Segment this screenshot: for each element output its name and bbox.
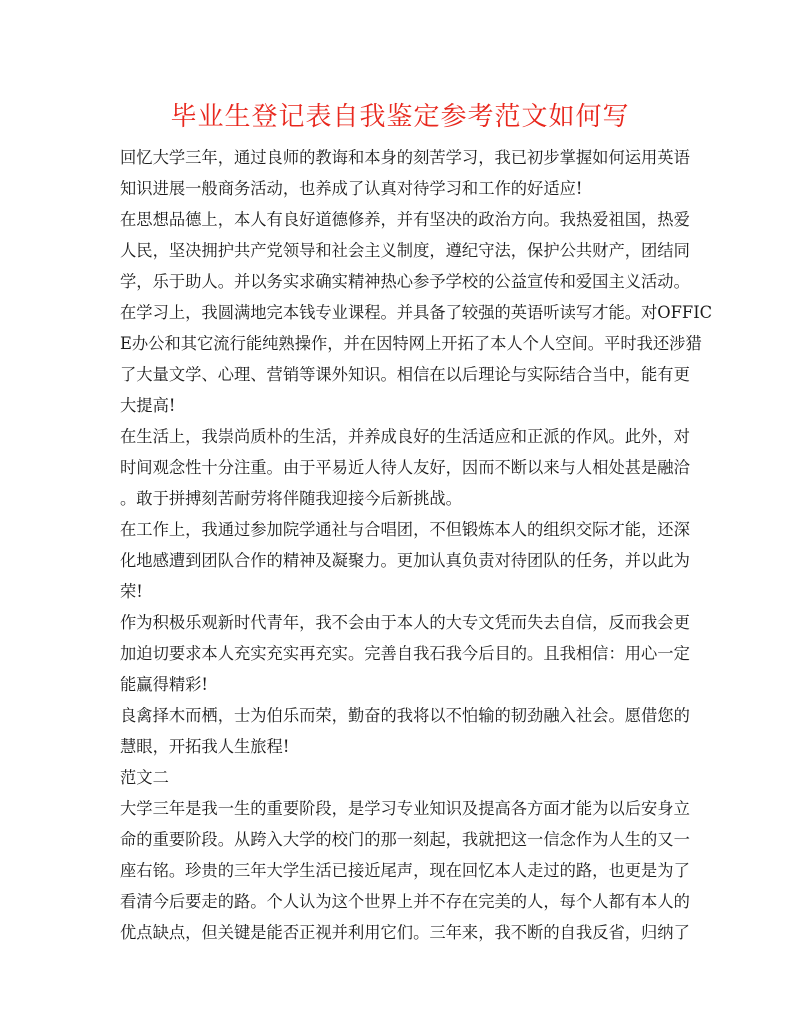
- text-line: 在生活上，我崇尚质朴的生活，并养成良好的生活适应和正派的作风。此外，对: [120, 427, 690, 446]
- document-title: 毕业生登记表自我鉴定参考范文如何写: [170, 102, 630, 132]
- text-line: 在思想品德上，本人有良好道德修养，并有坚决的政治方向。我热爱祖国，热爱: [120, 210, 690, 229]
- text-line: 人民，坚决拥护共产党领导和社会主义制度，遵纪守法，保护公共财产，团结同: [120, 241, 690, 260]
- document-body: [120, 142, 713, 948]
- text-line: 慧眼，开拓我人生旅程!: [120, 737, 290, 756]
- text-line: 回忆大学三年，通过良师的教诲和本身的刻苦学习，我已初步掌握如何运用英语: [120, 148, 690, 167]
- text-line: 化地感遭到团队合作的精神及凝聚力。更加认真负责对待团队的任务，并以此为: [120, 551, 690, 570]
- text-line: 大提高!: [120, 396, 176, 415]
- text-line: 作为积极乐观新时代青年，我不会由于本人的大专文凭而失去自信，反而我会更: [120, 613, 690, 632]
- text-line: 学，乐于助人。并以务实求确实精神热心参予学校的公益宣传和爱国主义活动。: [120, 272, 690, 291]
- text-line: 良禽择木而栖，士为伯乐而荣，勤奋的我将以不怕输的韧劲融入社会。愿借您的: [120, 706, 690, 725]
- text-line: 在学习上，我圆满地完本钱专业课程。并具备了较强的英语听读写才能。对OFFIC: [120, 303, 713, 322]
- text-line: E办公和其它流行能纯熟操作，并在因特网上开拓了本人个人空间。平时我还涉猎: [120, 334, 702, 353]
- text-line: 大学三年是我一生的重要阶段，是学习专业知识及提高各方面才能为以后安身立: [120, 799, 690, 818]
- text-line: 命的重要阶段。从跨入大学的校门的那一刻起，我就把这一信念作为人生的又一: [120, 830, 690, 849]
- text-line: 时间观念性十分注重。由于平易近人待人友好，因而不断以来与人相处甚是融洽: [120, 458, 690, 477]
- text-line: 能赢得精彩!: [120, 675, 208, 694]
- text-line: 了大量文学、心理、营销等课外知识。相信在以后理论与实际结合当中，能有更: [120, 365, 690, 384]
- text-line: 看清今后要走的路。个人认为这个世界上并不存在完美的人，每个人都有本人的: [120, 892, 690, 911]
- text-line: 在工作上，我通过参加院学通社与合唱团，不但锻炼本人的组织交际才能，还深: [120, 520, 690, 539]
- text-line: 知识进展一般商务活动，也养成了认真对待学习和工作的好适应!: [120, 179, 583, 198]
- text-line: 座右铭。珍贵的三年大学生活已接近尾声，现在回忆本人走过的路，也更是为了: [120, 861, 690, 880]
- text-line: 范文二: [120, 768, 169, 787]
- text-line: 优点缺点，但关键是能否正视并利用它们。三年来，我不断的自我反省，归纳了: [120, 923, 690, 942]
- text-line: 荣!: [120, 582, 143, 601]
- text-line: 加迫切要求本人充实充实再充实。完善自我石我今后目的。且我相信：用心一定: [120, 644, 690, 663]
- text-line: 。敢于拼搏刻苦耐劳将伴随我迎接今后新挑战。: [120, 489, 462, 508]
